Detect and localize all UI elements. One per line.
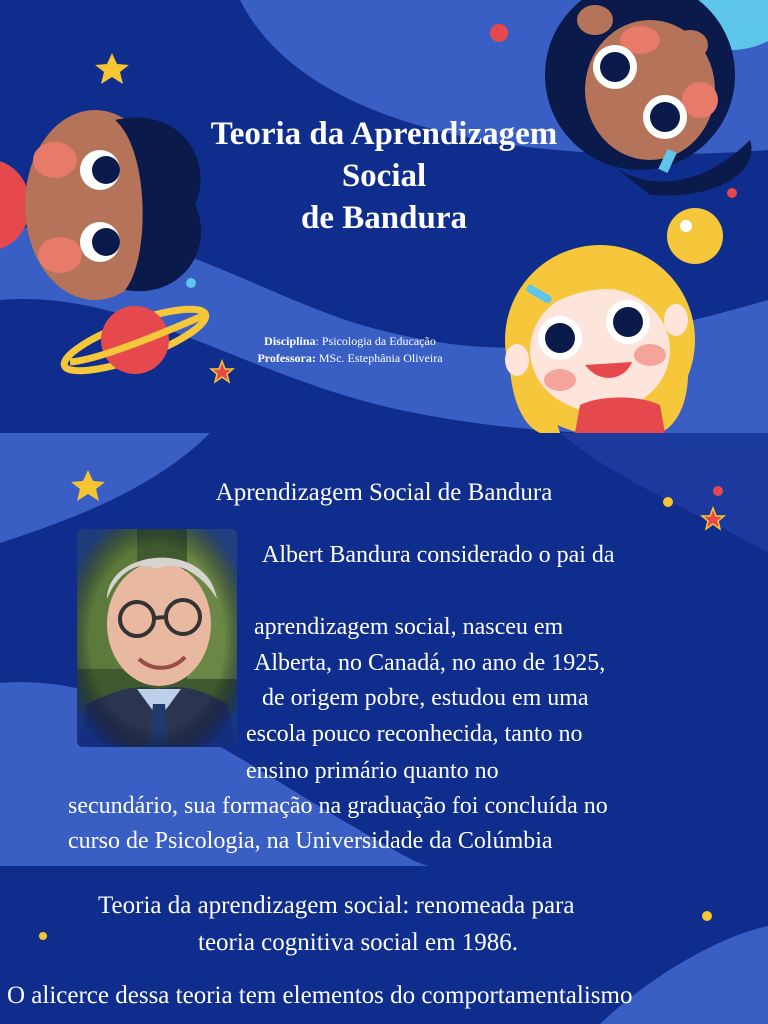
title-line-3: de Bandura xyxy=(301,200,467,236)
professor-value: MSc. Estephânia Oliveira xyxy=(315,351,443,365)
professor-label: Professora: xyxy=(257,351,316,365)
discipline-label: Disciplina xyxy=(264,334,316,348)
bio-line-8: curso de Psicologia, na Universidade da Colúmbia xyxy=(68,828,553,854)
bio-line-7: secundário, sua formação na graduação foi concluída no xyxy=(68,793,608,819)
discipline-value: : Psicologia da Educação xyxy=(315,334,436,348)
bio-line-5: escola pouco reconhecida, tanto no xyxy=(246,721,583,747)
child-blonde-illustration xyxy=(505,245,695,433)
bio-line-6: ensino primário quanto no xyxy=(246,758,499,784)
slide-title-heading xyxy=(0,113,768,239)
theory-line-2: teoria cognitiva social em 1986. xyxy=(198,929,519,956)
slide-theory xyxy=(0,866,768,1024)
title-line-1: Teoria da Aprendizagem xyxy=(210,116,558,152)
slide-title xyxy=(0,0,768,433)
discipline-row xyxy=(205,333,495,350)
theory-line-3: O alicerce dessa teoria tem elementos do comportamentalismo xyxy=(7,982,633,1009)
bandura-portrait xyxy=(77,529,237,747)
title-line-2: Social xyxy=(341,158,427,194)
biography-heading: Aprendizagem Social de Bandura xyxy=(215,479,553,506)
theory-line-1: Teoria da aprendizagem social: renomeada para xyxy=(98,892,575,919)
bio-line-3: Alberta, no Canadá, no ano de 1925, xyxy=(254,650,606,676)
bio-line-2: aprendizagem social, nasceu em xyxy=(254,614,564,640)
slide-biography xyxy=(0,433,768,866)
professor-row xyxy=(205,350,495,367)
bio-line-4: de origem pobre, estudou em uma xyxy=(262,685,589,711)
course-info xyxy=(205,333,495,367)
bio-line-1: Albert Bandura considerado o pai da xyxy=(262,542,615,568)
